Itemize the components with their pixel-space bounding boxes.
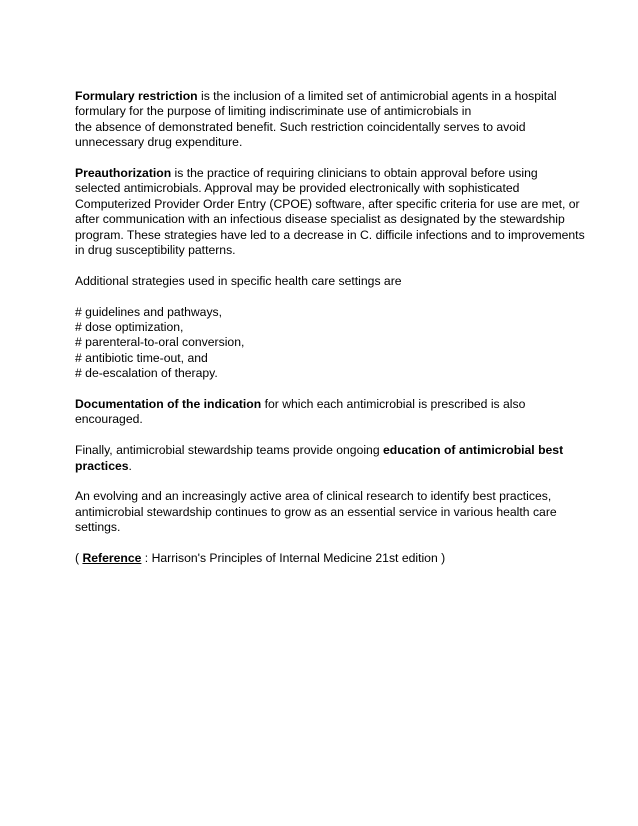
education-term-part-1: education of antimicrobial best (383, 443, 564, 458)
documentation-line-1 (75, 397, 565, 412)
list-item: # parenteral-to-oral conversion, (75, 335, 245, 350)
education-line-2-text: . (128, 458, 132, 473)
evolving-line-2: antimicrobial stewardship continues to grow as an essential service in various health care (75, 504, 557, 519)
education-line-2 (75, 459, 565, 474)
reference-label: Reference (82, 551, 142, 566)
preauthorization-line-4: after communication with an infectious disease specialist as designated by the stewardship (75, 212, 565, 227)
formulary-line-3: the absence of demonstrated benefit. Such restriction coincidentally serves to avoid (75, 119, 526, 134)
preauthorization-line-1 (75, 166, 565, 181)
documentation-paragraph (75, 397, 565, 428)
reference-citation: : Harrison's Principles of Internal Medicine 21st edition ) (141, 551, 446, 566)
documentation-line-1-text: for which each antimicrobial is prescribed is also (261, 397, 526, 412)
documentation-term: Documentation of the indication (75, 397, 262, 412)
education-paragraph (75, 443, 565, 474)
preauthorization-line-1-text: is the practice of requiring clinicians to obtain approval before using (171, 166, 538, 181)
formulary-restriction-term: Formulary restriction (75, 89, 198, 103)
strategies-list (75, 305, 565, 382)
formulary-line-2: formulary for the purpose of limiting indiscriminate use of antimicrobials in (75, 104, 472, 119)
preauthorization-paragraph (75, 166, 585, 258)
list-item: # de-escalation of therapy. (75, 366, 218, 381)
additional-intro-text: Additional strategies used in specific health care settings are (75, 273, 402, 288)
formulary-line-1-text: is the inclusion of a limited set of antimicrobial agents in a hospital (197, 89, 557, 103)
documentation-line-2: encouraged. (75, 412, 143, 427)
preauthorization-line-6: in drug susceptibility patterns. (75, 243, 236, 258)
additional-strategies-intro (75, 274, 565, 289)
reference-line (75, 551, 565, 566)
document-body (75, 89, 585, 582)
formulary-line-1 (75, 89, 565, 104)
preauthorization-line-2: selected antimicrobials. Approval may be provided electronically with sophisticated (75, 181, 520, 196)
reference-open-paren: ( (75, 551, 83, 566)
evolving-line-3: settings. (75, 520, 121, 535)
formulary-restriction-paragraph (75, 89, 565, 151)
education-line-1-text: Finally, antimicrobial stewardship teams provide ongoing (75, 443, 383, 458)
reference-paragraph (75, 551, 565, 566)
preauthorization-line-5: program. These strategies have led to a decrease in C. difficile infections and to improvements (75, 227, 585, 242)
list-item: # dose optimization, (75, 320, 184, 335)
education-term-part-2: practices (75, 458, 129, 473)
list-item: # antibiotic time-out, and (75, 350, 208, 365)
preauthorization-line-3: Computerized Provider Order Entry (CPOE) software, after specific criteria for use are met, or (75, 196, 580, 211)
evolving-paragraph (75, 489, 565, 535)
formulary-line-4: unnecessary drug expenditure. (75, 135, 243, 150)
evolving-line-1: An evolving and an increasingly active area of clinical research to identify best practices, (75, 489, 552, 504)
education-line-1 (75, 443, 565, 458)
list-item: # guidelines and pathways, (75, 304, 223, 319)
preauthorization-term: Preauthorization (75, 166, 172, 181)
